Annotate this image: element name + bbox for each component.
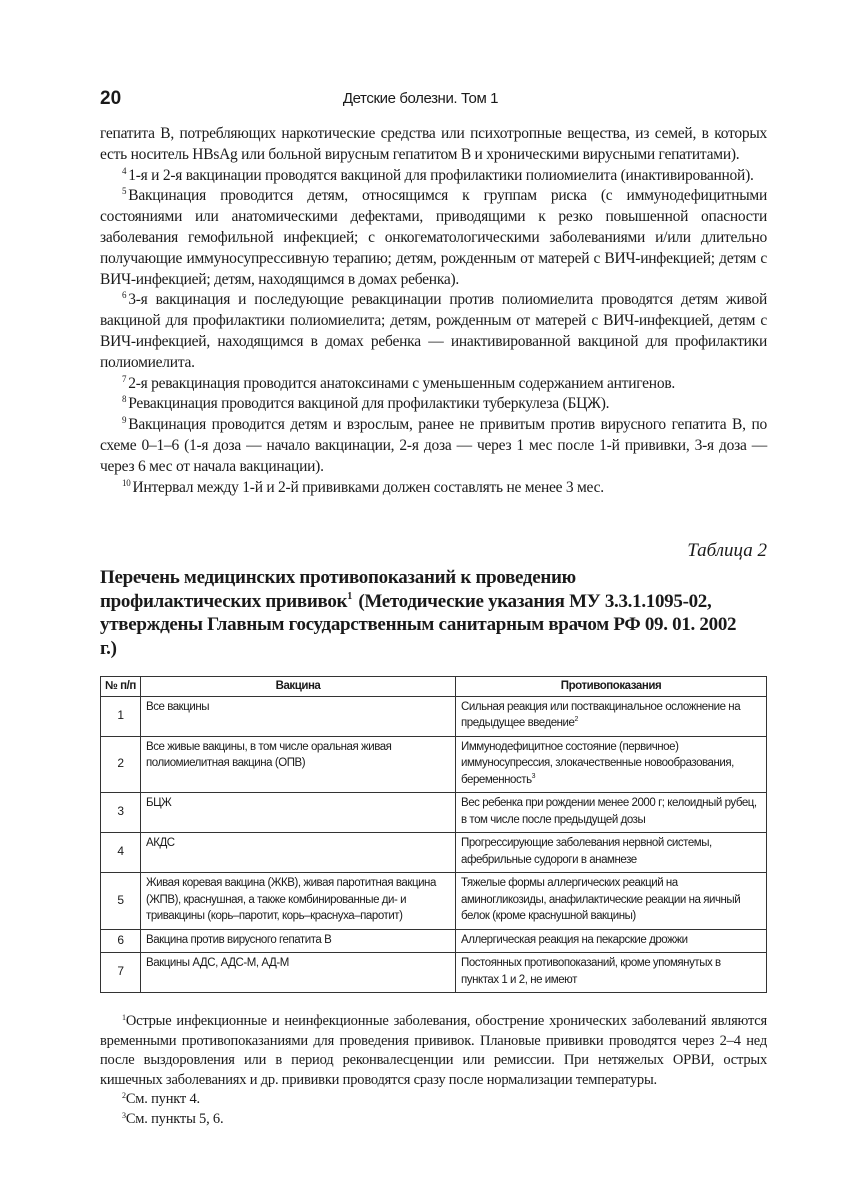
table-title-main: Перечень медицинских противопоказаний к проведению профилактических прививок xyxy=(100,567,576,612)
footnote xyxy=(100,478,767,499)
column-header-vaccine: Вакцина xyxy=(141,677,456,697)
contraindication-cell xyxy=(456,696,767,736)
contraindication-text: Иммунодефицитное состояние (первичное) иммуносупрессия, злокачественные новообразования, беременность xyxy=(461,740,734,786)
table-footnote xyxy=(100,1090,767,1110)
footnote-text: Ревакцинация проводится вакциной для профилактики туберкулеза (БЦЖ). xyxy=(128,395,610,413)
footnote-number: 5 xyxy=(122,186,127,197)
footnote-ref: 3 xyxy=(531,772,536,780)
running-title: Детские болезни. Том 1 xyxy=(342,90,499,107)
contraindication-text: Постоянных противопоказаний, кроме упомянутых в пунктах 1 и 2, не имеют xyxy=(461,957,721,986)
contraindication-text: Вес ребенка при рождении менее 2000 г; келоидный рубец, в том числе после предыдущей дозы xyxy=(461,797,757,826)
footnote-text: 2-я ревакцинация проводится анатоксинами с уменьшенным содержанием антигенов. xyxy=(128,374,676,392)
footnote-text: Интервал между 1-й и 2-й прививками должен составлять не менее 3 мес. xyxy=(132,478,604,496)
footnote-text: 1-я и 2-я вакцинации проводятся вакциной для профилактики полиомиелита (инактивированной). xyxy=(128,166,754,184)
vaccine-cell: Все живые вакцины, в том числе оральная живая полиомиелитная вакцина (ОПВ) xyxy=(141,736,456,793)
column-header-contraindications: Противопоказания xyxy=(456,677,767,697)
footnote-number: 7 xyxy=(122,373,127,384)
table-row xyxy=(101,953,767,993)
table-row xyxy=(101,736,767,793)
column-header-number: № п/п xyxy=(101,677,141,697)
footnote xyxy=(100,415,767,477)
footnote-text: Острые инфекционные и неинфекционные заболевания, обострение хронических заболеваний являются временными противопоказаниями для проведения прививок. Плановые прививки проводятся через 2–4 нед после выздоровления или в период реконвалесценции или ремиссии. При нетяжелых ОРВИ, острых кишечных заболеваниях и др. прививки проводятся сразу после нормализации температуры. xyxy=(100,1013,767,1088)
vaccine-cell: Все вакцины xyxy=(141,696,456,736)
table-row xyxy=(101,873,767,930)
continuation-text: гепатита В, потребляющих наркотические средства или психотропные вещества, из семей, в которых есть носитель HBsAg или больной вирусным гепатитом В и хроническими вирусными гепатитами). xyxy=(100,125,767,163)
contraindication-cell xyxy=(456,929,767,953)
contraindication-text: Тяжелые формы аллергических реакций на аминогликозиды, анафилактические реакции на яичный белок (кроме краснушной вакцины) xyxy=(461,877,741,922)
contraindication-cell xyxy=(456,833,767,873)
row-number: 1 xyxy=(101,696,141,736)
table-row xyxy=(101,696,767,736)
footnote-text: 3-я вакцинация и последующие ревакцинации против полиомиелита проводятся детям живой вакциной для профилактики полиомиелита; детям, рожденным от матерей с ВИЧ-инфекцией, детям с ВИЧ-инфекцией, находящимся в домах ребенка — инактивированной вакциной для профилактики полиомиелита. xyxy=(100,291,767,371)
page-number: 20 xyxy=(100,88,122,109)
row-number: 4 xyxy=(101,833,141,873)
contraindication-text: Прогрессирующие заболевания нервной системы, афебрильные судороги в анамнезе xyxy=(461,837,712,866)
footnote xyxy=(100,166,767,187)
row-number: 7 xyxy=(101,953,141,993)
footnote xyxy=(100,374,767,395)
table-title xyxy=(100,566,740,660)
contraindication-text: Аллергическая реакция на пекарские дрожжи xyxy=(461,933,688,946)
table-footnote xyxy=(100,1012,767,1090)
vaccine-cell: Живая коревая вакцина (ЖКВ), живая паротитная вакцина (ЖПВ), краснушная, а также комбинированные ди- и тривакцины (корь–паротит, корь–краснуха–паротит) xyxy=(141,873,456,930)
vaccine-cell: АКДС xyxy=(141,833,456,873)
row-number: 6 xyxy=(101,929,141,953)
table-title-footnote-ref: 1 xyxy=(347,590,352,602)
footnotes-body xyxy=(100,124,767,498)
contraindication-cell xyxy=(456,953,767,993)
footnote xyxy=(100,394,767,415)
footnote-number: 2 xyxy=(122,1091,126,1100)
row-number: 3 xyxy=(101,793,141,833)
table-row xyxy=(101,793,767,833)
footnote-number: 10 xyxy=(122,477,131,488)
contraindications-table xyxy=(100,676,767,993)
table-footnote xyxy=(100,1110,767,1130)
table-row xyxy=(101,929,767,953)
footnote-text: Вакцинация проводится детям, относящимся к группам риска (с иммунодефицитными состояниями или анатомическими дефектами, приводящими к резко повышенной опасности заболевания гемофильной инфекцией; с онкогематологическими заболеваниями и/или длительно получающие иммуносупрессивную терапию; детям, рожденным от матерей с ВИЧ-инфекцией; детям с ВИЧ-инфекцией; детям, находящимся в домах ребенка). xyxy=(100,187,767,288)
vaccine-cell: Вакцина против вирусного гепатита В xyxy=(141,929,456,953)
contraindication-text: Сильная реакция или поствакцинальное осложнение на предыдущее введение xyxy=(461,700,741,729)
row-number: 2 xyxy=(101,736,141,793)
footnote xyxy=(100,186,767,290)
footnote-text: Вакцинация проводится детям и взрослым, ранее не привитым против вирусного гепатита В, по схеме 0–1–6 (1-я доза — начало вакцинации, 2-я доза — через 1 мес после 1-й прививки, 3-я доза — через 6 мес от начала вакцинации). xyxy=(100,416,767,475)
table-row xyxy=(101,833,767,873)
contraindication-cell xyxy=(456,793,767,833)
contraindication-cell xyxy=(456,736,767,793)
row-number: 5 xyxy=(101,873,141,930)
vaccine-cell: БЦЖ xyxy=(141,793,456,833)
table-label: Таблица 2 xyxy=(687,540,767,561)
footnote-number: 6 xyxy=(122,290,127,301)
table-footnotes xyxy=(100,1012,767,1129)
vaccine-cell: Вакцины АДС, АДС-М, АД-М xyxy=(141,953,456,993)
footnote-number: 4 xyxy=(122,165,127,176)
footnote xyxy=(100,290,767,373)
footnote-ref: 2 xyxy=(574,716,578,723)
footnote-number: 1 xyxy=(122,1013,126,1022)
footnote-number: 8 xyxy=(122,394,127,405)
contraindication-cell xyxy=(456,873,767,930)
table-title-rest: (Методические указания МУ 3.3.1.1095-02, утверждены Главным государственным санитарным врачом РФ 09. 01. 2002 г.) xyxy=(100,590,737,659)
footnote-number: 3 xyxy=(122,1110,126,1120)
footnote-text: См. пункт 4. xyxy=(125,1091,200,1107)
footnote-text: См. пункты 5, 6. xyxy=(125,1110,224,1127)
footnote-number: 9 xyxy=(122,415,127,426)
